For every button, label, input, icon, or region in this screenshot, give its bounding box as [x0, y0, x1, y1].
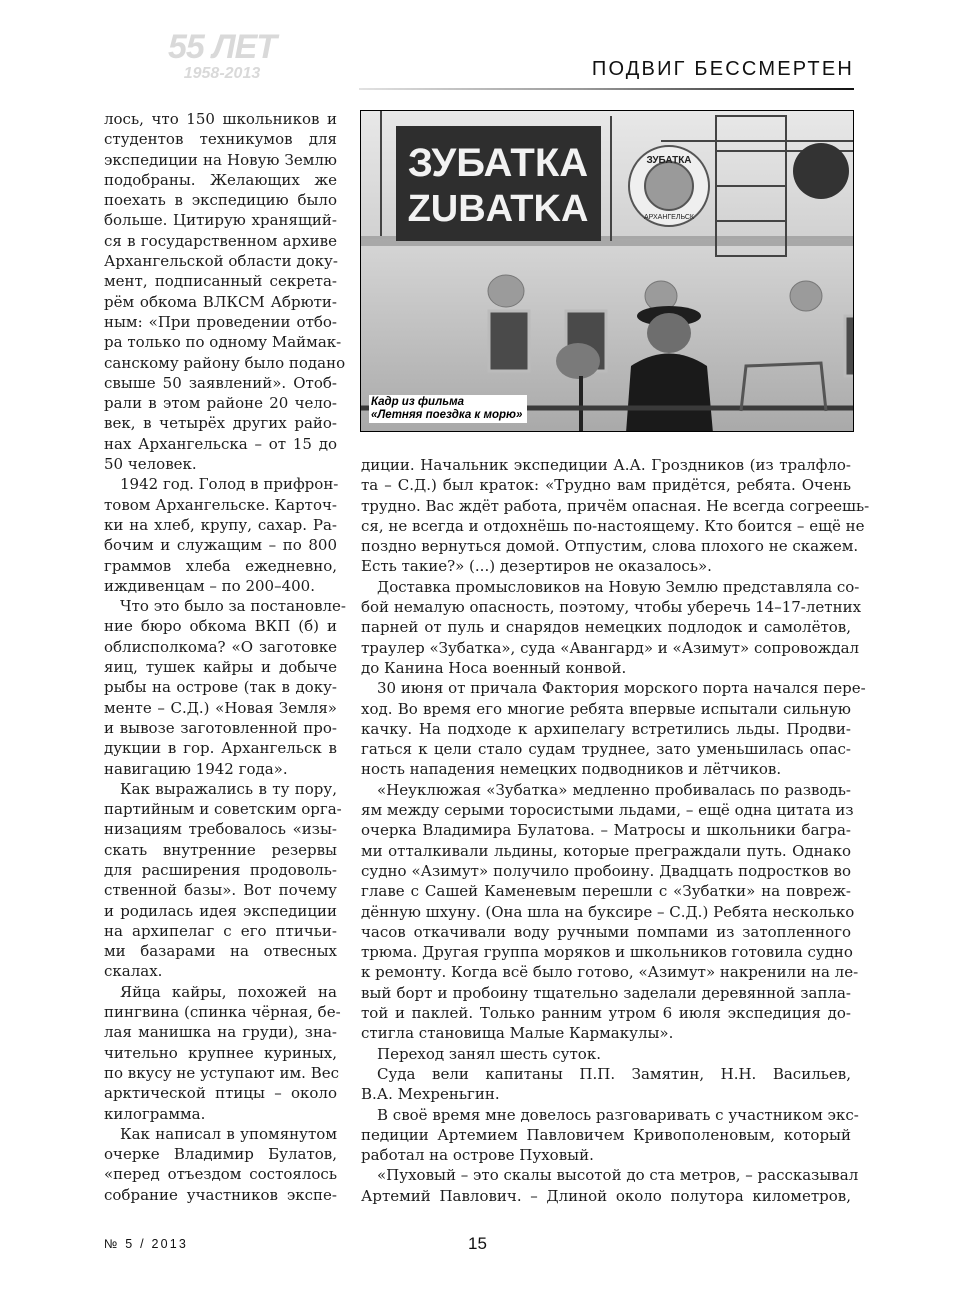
text-line: низациям требовалось «изы-	[104, 820, 337, 839]
text-line: качку. На подходе к архипелагу встретились льды. Продви-	[361, 719, 851, 738]
issue-number: № 5 / 2013	[104, 1237, 189, 1251]
lifebuoy	[629, 146, 709, 226]
lifebuoy-port-text: АРХАНГЕЛЬСК	[643, 214, 695, 221]
sign-text-cyrillic: ЗУБАТКА	[407, 141, 589, 185]
text-line: санскому району было подано	[104, 353, 346, 372]
text-line: очерка Владимира Булатова. – Матросы и школьники багра-	[361, 821, 851, 840]
text-line: ственной базы». Вот почему	[104, 881, 337, 900]
text-line: иждивенцам – по 200–400.	[104, 576, 315, 595]
text-line: скать внутренние резервы	[104, 840, 337, 859]
text-line: ние бюро обкома ВКП (б) и	[104, 617, 337, 636]
anniversary-label: 55 ЛЕТ	[167, 28, 277, 66]
text-line: трюма. Другая группа моряков и школьников готовила судно	[361, 943, 853, 962]
text-line: Артемий Павлович. – Длиной около полутора километров,	[361, 1186, 851, 1205]
text-line: «Неуклюжая «Зубатка» медленно пробивалась по разводь-	[377, 780, 851, 799]
text-line: Архангельской области доку-	[104, 252, 338, 271]
text-line: к ремонту. Когда всё было готово, «Азимут» накренили на ле-	[361, 963, 859, 982]
text-line: вый борт и пробоину тщательно заделали деревянной запла-	[361, 983, 851, 1002]
header-rule	[359, 88, 854, 90]
text-line: судно «Азимут» получило пробоину. Двадцать подростков во	[361, 861, 851, 880]
text-line: ся в государственном архиве	[104, 231, 337, 250]
text-line: пингвина (спинка чёрная, бе-	[104, 1003, 341, 1022]
text-line: «Пуховый – это скалы высотой до ста метров, – рассказывал	[377, 1166, 859, 1185]
caption-line: «Летняя поездка к морю»	[371, 409, 523, 421]
text-line: бой немалую опасность, поэтому, чтобы уберечь 14–17-летних	[361, 598, 862, 617]
text-line: Что это было за постановле-	[120, 597, 346, 616]
text-line: лая манишка на груди), зна-	[104, 1023, 337, 1042]
text-line: скалах.	[104, 962, 163, 981]
text-line: дукции в гор. Архангельск в	[104, 739, 337, 758]
text-line: бочим и служащим – по 800	[104, 536, 337, 555]
text-line: граммов хлеба ежедневно,	[104, 556, 337, 575]
text-line: поздно вернуться домой. Отпустим, слова плохого не скажем.	[361, 537, 859, 556]
text-line: Как выражались в ту пору,	[120, 779, 337, 798]
text-line: на архипелаг с его птичьи-	[104, 921, 337, 940]
text-line: больше. Цитирую хранящий-	[104, 211, 337, 230]
text-line: товом Архангельске. Карточ-	[104, 495, 337, 514]
right-column	[361, 455, 870, 1206]
text-line: для расширения продоволь-	[104, 860, 337, 879]
text-line: «перед отъездом состоялось	[104, 1165, 337, 1184]
text-line: В своё время мне довелось разговаривать с участником экс-	[377, 1105, 859, 1124]
text-line: навигацию 1942 года».	[104, 759, 288, 778]
article-photo	[360, 110, 854, 432]
text-line: ми базарами на отвесных	[104, 942, 337, 961]
text-line: Как написал в упомянутом	[120, 1124, 337, 1143]
text-line: лось, что 150 школьников и	[104, 110, 337, 128]
text-line: яиц, тушек кайры и добыче	[104, 658, 337, 677]
text-line: чительно крупнее куриных,	[104, 1043, 337, 1062]
text-line: ход. Во время его многие ребята впервые испытали сильную	[361, 699, 851, 718]
text-line: 50 человек.	[104, 455, 197, 474]
text-line: траулер «Зубатка», суда «Авангард» и «Азимут» сопровождал	[361, 638, 860, 657]
text-line: дённую шхуну. (Она шла на буксире – С.Д.) Ребята несколько	[361, 902, 855, 921]
text-line: нах Архангельска – от 15 до	[104, 434, 337, 453]
page-number: 15	[468, 1234, 487, 1253]
text-line: Переход занял шесть суток.	[377, 1044, 601, 1063]
anniversary-years: 1958-2013	[183, 65, 261, 82]
text-line: ным: «При проведении отбо-	[104, 312, 337, 331]
text-line: Доставка промысловиков на Новую Землю представляла со-	[377, 577, 860, 596]
text-line: парней от пуль и снарядов немецких подлодок и самолётов,	[361, 618, 851, 637]
text-line: диции. Начальник экспедиции А.А. Гроздников (из тралфло-	[361, 456, 851, 474]
lifebuoy-text: ЗУБАТКА	[646, 155, 692, 166]
text-line: экспедиции на Новую Землю	[104, 150, 337, 169]
ship-photo-illustration	[361, 111, 854, 432]
text-line: ям между серыми торосистыми льдами, – ещё одна цитата из	[361, 801, 854, 820]
text-line: студентов техникумов для	[104, 130, 337, 149]
text-line: и родилась идея экспедиции	[104, 901, 337, 920]
text-line: подобраны. Желающих же	[104, 170, 337, 189]
text-line: мент, подписанный секрета-	[104, 272, 337, 291]
text-line: век, в четырёх других райо-	[104, 414, 337, 433]
text-line: ность нападения немецких подводников и лётчиков.	[361, 760, 782, 779]
text-line: собрание участников экспе-	[104, 1185, 337, 1204]
text-line: арктической птицы – около	[104, 1084, 337, 1103]
text-line: ми отталкивали льдины, которые преграждали путь. Однако	[361, 841, 851, 860]
text-line: той и паклей. Только ранним утром 6 июля экспедиция до-	[361, 1004, 851, 1023]
text-line: Яйца кайры, похожей на	[120, 982, 337, 1001]
text-line: стигла становища Малые Кармакулы».	[361, 1024, 674, 1043]
text-line: работал на острове Пуховый.	[361, 1146, 594, 1165]
left-column	[104, 109, 346, 1205]
text-line: рыбы на острове (так в доку-	[104, 678, 337, 697]
text-line: педиции Артемием Павловичем Кривополеновым, который	[361, 1125, 851, 1144]
sign-text-latin: ZUBATKA	[407, 188, 589, 230]
text-line: до Канина Носа военный конвой.	[361, 658, 627, 677]
text-line: свыше 50 заявлений». Отоб-	[104, 373, 337, 392]
text-line: ся, не всегда и отдохнёшь по-настоящему. Кто боится – ещё не	[361, 516, 865, 535]
text-line: главе с Сашей Каменевым перешли с «Зубатки» на повреж-	[361, 882, 851, 901]
text-line: партийным и советским орга-	[104, 800, 342, 819]
text-line: Суда вели капитаны П.П. Замятин, Н.Н. Васильев,	[377, 1064, 851, 1083]
text-line: рём обкома ВЛКСМ Абрюти-	[104, 292, 337, 311]
text-line: менте – С.Д.) «Новая Земля»	[104, 698, 337, 717]
text-line: и вывозе заготовленной про-	[104, 718, 337, 737]
text-line: В.А. Мехреньгин.	[361, 1085, 500, 1104]
anniversary-logo	[152, 30, 292, 82]
text-line: та – С.Д.) был краток: «Трудно вам придётся, ребята. Очень	[361, 476, 851, 495]
text-line: поехать в экспедицию было	[104, 191, 337, 210]
caption-line: Кадр из фильма	[371, 396, 464, 408]
photo-caption	[369, 395, 527, 423]
text-line: трудно. Вас ждёт работа, причём опасная. Не всегда согреешь-	[361, 496, 870, 515]
text-line: облисполкома? «О заготовке	[104, 637, 337, 656]
text-line: рали в этом районе 20 чело-	[104, 394, 337, 413]
section-title: ПОДВИГ БЕССМЕРТЕН	[591, 58, 854, 80]
text-line: ки на хлеб, крупу, сахар. Ра-	[104, 515, 337, 534]
text-line: килограмма.	[104, 1104, 206, 1123]
text-line: гаться к цели стало судам труднее, зато уменьшилась опас-	[361, 740, 851, 759]
text-line: по вкусу не уступают им. Вес	[104, 1063, 339, 1082]
text-line: часов откачивали воду ручными помпами из затопленного	[361, 922, 851, 941]
text-line: 1942 год. Голод в прифрон-	[120, 475, 339, 494]
text-line: 30 июня от причала Фактория морского порта начался пере-	[377, 679, 866, 698]
text-line: Есть такие?» (...) дезертиров не оказалось».	[361, 557, 712, 576]
text-line: ра только по одному Маймак-	[104, 333, 342, 352]
text-line: очерке Владимир Булатов,	[104, 1145, 337, 1164]
